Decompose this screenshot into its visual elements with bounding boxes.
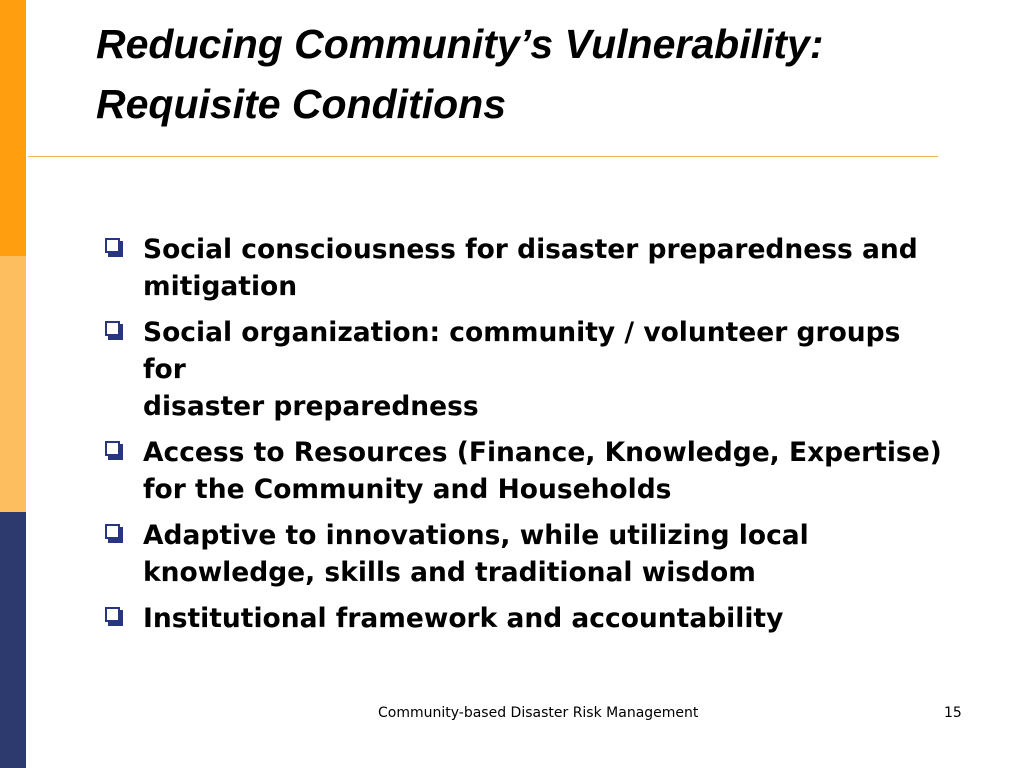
- bullet-item: [104, 434, 944, 508]
- slide-title-line-1: Reducing Community’s Vulnerability:: [96, 21, 824, 67]
- bullet-item: [104, 231, 944, 305]
- slide-title-line-2: Requisite Conditions: [96, 81, 506, 127]
- hollow-square-shadow-icon: [104, 441, 124, 461]
- sidebar-accent-navy: [0, 512, 26, 768]
- bullet-list: [104, 231, 944, 646]
- bullet-item: [104, 517, 944, 591]
- bullet-item: [104, 600, 944, 637]
- page-number: 15: [944, 705, 962, 721]
- bullet-text: Institutional framework and accountability: [143, 603, 784, 634]
- bullet-item: [104, 314, 944, 425]
- slide-title: [96, 14, 976, 134]
- footer-text: Community-based Disaster Risk Management: [378, 705, 699, 721]
- sidebar-accent-orange: [0, 0, 26, 256]
- sidebar-accent-light-orange: [0, 256, 26, 512]
- bullet-text: Social consciousness for disaster preparedness and mitigation: [143, 234, 918, 302]
- hollow-square-shadow-icon: [104, 524, 124, 544]
- bullet-text: Access to Resources (Finance, Knowledge, Expertise) for the Community and Households: [143, 437, 942, 505]
- title-divider: [28, 156, 938, 157]
- hollow-square-shadow-icon: [104, 238, 124, 258]
- hollow-square-shadow-icon: [104, 321, 124, 341]
- bullet-text: Adaptive to innovations, while utilizing local knowledge, skills and traditional wisdom: [143, 520, 809, 588]
- bullet-text: Social organization: community / volunteer groups for disaster preparedness: [143, 317, 901, 422]
- hollow-square-shadow-icon: [104, 607, 124, 627]
